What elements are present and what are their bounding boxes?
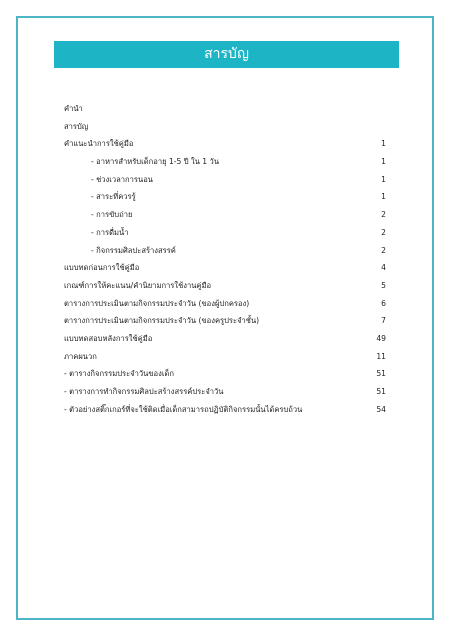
toc-subentry	[64, 188, 386, 206]
toc-entry-label: สารบัญ	[64, 121, 89, 131]
toc-entry-page: 54	[376, 404, 386, 414]
toc-entry	[64, 135, 386, 153]
toc-entry-page: 1	[381, 174, 386, 184]
toc-entry	[64, 312, 386, 330]
toc-entry-label: คำนำ	[64, 104, 83, 113]
toc-entry-label: แบบทดก่อนการใช้คู่มือ	[64, 263, 140, 273]
toc-entry-label: ตารางการประเมินตามกิจกรรมประจำวัน (ของผู้ปกครอง)	[64, 298, 250, 308]
toc-entry-label: แบบทดสอบหลังการใช้คู่มือ	[64, 333, 153, 343]
toc-entry	[64, 365, 386, 383]
toc-entry	[64, 383, 386, 401]
toc-entry-page: 5	[381, 280, 386, 290]
toc-entry-page: 2	[381, 210, 386, 220]
toc-entry	[64, 100, 386, 118]
toc-subentry	[64, 206, 386, 224]
toc-entry	[64, 118, 386, 136]
toc-subentry	[64, 242, 386, 260]
toc-entry	[64, 401, 386, 419]
toc-entry-label: ภาคผนวก	[64, 351, 97, 361]
toc-entry-label: - อาหารสำหรับเด็กอายุ 1-5 ปี ใน 1 วัน	[91, 157, 220, 167]
table-of-contents	[64, 100, 386, 418]
toc-entry-page: 49	[376, 333, 386, 343]
toc-entry-page: 6	[381, 298, 386, 308]
toc-entry-label: คำแนะนำการใช้คู่มือ	[64, 139, 134, 149]
toc-subentry	[64, 153, 386, 171]
toc-entry-label: เกณฑ์การให้คะแนน/คำนิยามการใช้งานคู่มือ	[64, 280, 212, 290]
page-title: สารบัญ	[54, 41, 399, 68]
toc-entry-page: 4	[381, 263, 386, 273]
toc-entry-label: - ช่วงเวลาการนอน	[91, 174, 153, 184]
toc-entry-page: 1	[381, 139, 386, 149]
toc-entry-page: 51	[376, 369, 386, 379]
toc-subentry	[64, 224, 386, 242]
toc-entry-page: 11	[376, 351, 386, 361]
toc-entry-label: - กิจกรรมศิลปะสร้างสรรค์	[91, 245, 176, 255]
toc-entry-label: - สาระที่ควรรู้	[91, 192, 136, 202]
toc-entry-page: 1	[381, 192, 386, 202]
toc-entry-label: - ตารางการทำกิจกรรมศิลปะสร้างสรรค์ประจำวัน	[64, 387, 224, 396]
toc-entry-label: - การขับถ่าย	[91, 210, 133, 220]
toc-entry-label: - ตารางกิจกรรมประจำวันของเด็ก	[64, 369, 174, 379]
toc-entry-page: 1	[381, 157, 386, 167]
toc-entry	[64, 259, 386, 277]
toc-entry	[64, 295, 386, 313]
toc-entry	[64, 277, 386, 295]
toc-subentry	[64, 171, 386, 189]
toc-entry-page: 2	[381, 245, 386, 255]
toc-entry-label: - การดื่มน้ำ	[91, 227, 129, 237]
toc-entry	[64, 330, 386, 348]
toc-entry	[64, 348, 386, 366]
toc-entry-page: 7	[381, 316, 386, 326]
toc-entry-label: ตารางการประเมินตามกิจกรรมประจำวัน (ของครูประจำชั้น)	[64, 316, 260, 326]
toc-entry-page: 2	[381, 227, 386, 237]
toc-entry-label: - ตัวอย่างสติ๊กเกอร์ที่จะใช้ติดเมื่อเด็กสามารถปฏิบัติกิจกรรมนั้นได้ครบถ้วน	[64, 404, 303, 414]
toc-entry-page: 51	[376, 387, 386, 396]
